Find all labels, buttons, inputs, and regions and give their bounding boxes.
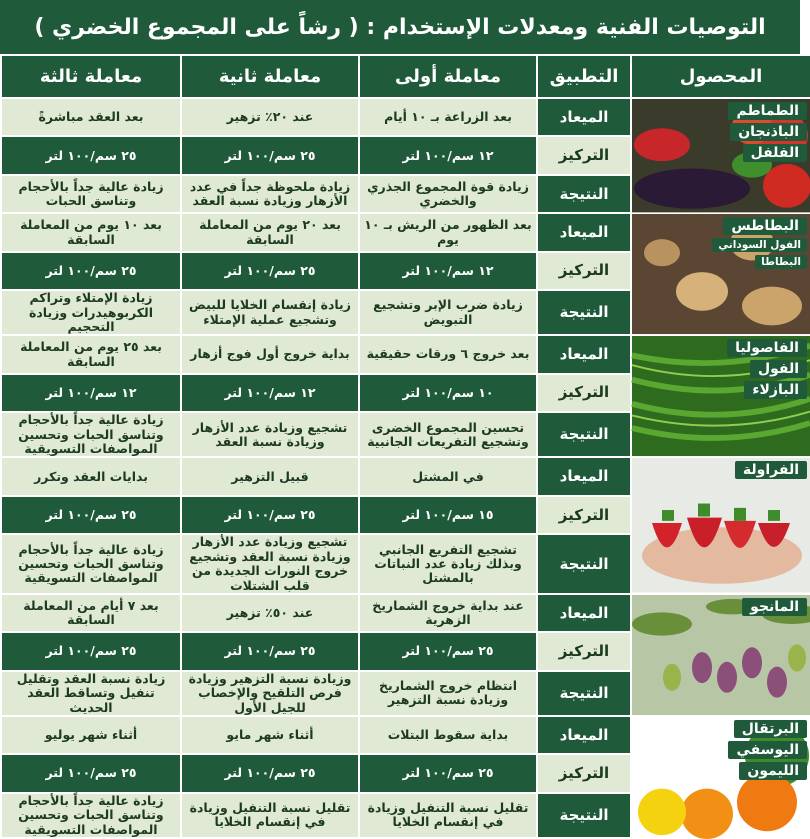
crop-name-tag: الفلفل: [743, 144, 807, 162]
application-label-result: النتيجة: [538, 535, 630, 593]
third-treatment-cell: أثناء شهر يوليو: [2, 717, 180, 753]
second-treatment-cell: ٢٥ سم/١٠٠ لتر: [182, 497, 358, 533]
crop-cell: [632, 336, 810, 456]
third-treatment-cell: زيادة عالية جداً بالأحجام وتناسق الحبات وتحسين المواصفات التسويقية: [2, 794, 180, 837]
third-treatment-cell: زيادة عالية جداً بالأحجام وتناسق الحبات وتحسين المواصفات التسويقية: [2, 413, 180, 456]
header-application: التطبيق: [538, 56, 630, 97]
application-label-concentration: التركيز: [538, 497, 630, 533]
first-treatment-cell: ١٢ سم/١٠٠ لتر: [360, 253, 536, 289]
first-treatment-cell: في المشتل: [360, 458, 536, 494]
crop-name-tag: البرتقال: [734, 720, 807, 738]
third-treatment-cell: بعد ٧ أيام من المعاملة السابقة: [2, 595, 180, 631]
third-treatment-cell: ٢٥ سم/١٠٠ لتر: [2, 633, 180, 669]
second-treatment-cell: تشجيع وزيادة عدد الأزهار وزيادة نسبة العقد وتشجيع خروج النورات الجديدة من قلب الشتلات: [182, 535, 358, 593]
application-label-concentration: التركيز: [538, 755, 630, 791]
first-treatment-cell: بداية سقوط البتلات: [360, 717, 536, 753]
crop-cell: [632, 717, 810, 837]
second-treatment-cell: بداية خروج أول فوج أزهار: [182, 336, 358, 372]
application-label-concentration: التركيز: [538, 633, 630, 669]
third-treatment-cell: ٢٥ سم/١٠٠ لتر: [2, 497, 180, 533]
crop-name-tags: [632, 214, 810, 334]
application-label-result: النتيجة: [538, 794, 630, 837]
application-label-timing: الميعاد: [538, 717, 630, 753]
first-treatment-cell: ١٠ سم/١٠٠ لتر: [360, 375, 536, 411]
third-treatment-cell: زيادة عالية جداً بالأحجام وتناسق الحبات وتحسين المواصفات التسويقية: [2, 535, 180, 593]
header-first-treatment: معاملة أولى: [360, 56, 536, 97]
application-label-timing: الميعاد: [538, 595, 630, 631]
header-second-treatment: معاملة ثانية: [182, 56, 358, 97]
second-treatment-cell: ٢٥ سم/١٠٠ لتر: [182, 755, 358, 791]
third-treatment-cell: زيادة الإمتلاء وتراكم الكربوهيدرات وزيادة التحجيم: [2, 291, 180, 334]
second-treatment-cell: زيادة إنقسام الخلايا للبيض وتشجيع عملية الإمتلاء: [182, 291, 358, 334]
application-label-result: النتيجة: [538, 672, 630, 715]
first-treatment-cell: زيادة ضرب الإبر وتشجيع التبويض: [360, 291, 536, 334]
crop-name-tag: الفراولة: [735, 461, 807, 479]
third-treatment-cell: ١٢ سم/١٠٠ لتر: [2, 375, 180, 411]
second-treatment-cell: وزيادة نسبة التزهير وزيادة فرص التلقيح والإخصاب للجيل الأول: [182, 672, 358, 715]
crop-name-tags: [632, 595, 810, 715]
second-treatment-cell: قبيل التزهير: [182, 458, 358, 494]
second-treatment-cell: تشجيع وزيادة عدد الأزهار وزيادة نسبة العقد: [182, 413, 358, 456]
third-treatment-cell: ٢٥ سم/١٠٠ لتر: [2, 137, 180, 173]
second-treatment-cell: ٢٥ سم/١٠٠ لتر: [182, 633, 358, 669]
third-treatment-cell: بعد ٢٥ يوم من المعاملة السابقة: [2, 336, 180, 372]
crop-name-tag: الطماطم: [728, 102, 807, 120]
second-treatment-cell: ٢٥ سم/١٠٠ لتر: [182, 137, 358, 173]
crop-name-tag: البازلاء: [744, 381, 807, 399]
first-treatment-cell: تقليل نسبة التنفيل وزيادة في إنقسام الخلايا: [360, 794, 536, 837]
first-treatment-cell: عند بداية خروج الشماريخ الزهرية: [360, 595, 536, 631]
third-treatment-cell: بدايات العقد وتكرر: [2, 458, 180, 494]
crop-name-tag: الباذنجان: [730, 123, 807, 141]
crop-name-tag: المانجو: [742, 598, 807, 616]
crop-cell: [632, 458, 810, 592]
crop-name-tag: الليمون: [739, 762, 807, 780]
second-treatment-cell: عند ٢٠٪ تزهير: [182, 99, 358, 135]
second-treatment-cell: تقليل نسبة التنفيل وزيادة في إنقسام الخلايا: [182, 794, 358, 837]
crop-name-tag: الفاصوليا: [727, 339, 807, 357]
first-treatment-cell: ١٥ سم/١٠٠ لتر: [360, 497, 536, 533]
page-title: التوصيات الفنية ومعدلات الإستخدام : ( رشاً على المجموع الخضري ): [34, 14, 766, 40]
header-crop: المحصول: [632, 56, 810, 97]
crop-name-tag: البطاطس: [723, 217, 807, 235]
first-treatment-cell: ١٢ سم/١٠٠ لتر: [360, 137, 536, 173]
application-label-timing: الميعاد: [538, 458, 630, 494]
recommendations-table: [0, 54, 800, 839]
application-label-result: النتيجة: [538, 413, 630, 456]
crop-name-tags: [632, 458, 810, 592]
application-label-timing: الميعاد: [538, 336, 630, 372]
first-treatment-cell: بعد خروج ٦ ورقات حقيقية: [360, 336, 536, 372]
third-treatment-cell: ٢٥ سم/١٠٠ لتر: [2, 253, 180, 289]
third-treatment-cell: زيادة نسبة العقد وتقليل تنفيل وتساقط العقد الحديث: [2, 672, 180, 715]
application-label-timing: الميعاد: [538, 99, 630, 135]
header-third-treatment: معاملة ثالثة: [2, 56, 180, 97]
first-treatment-cell: انتظام خروج الشماريخ وزيادة نسبة التزهير: [360, 672, 536, 715]
first-treatment-cell: تشجيع التفريع الجانبي وبذلك زيادة عدد النباتات بالمشتل: [360, 535, 536, 593]
crop-name-tag: الفول: [750, 360, 807, 378]
second-treatment-cell: زيادة ملحوظة جداً في عدد الأزهار وزيادة نسبة العقد: [182, 176, 358, 212]
application-label-concentration: التركيز: [538, 137, 630, 173]
first-treatment-cell: ٢٥ سم/١٠٠ لتر: [360, 755, 536, 791]
crop-name-tag: البطاطا: [755, 255, 807, 269]
third-treatment-cell: بعد ١٠ يوم من المعاملة السابقة: [2, 214, 180, 250]
first-treatment-cell: ٢٥ سم/١٠٠ لتر: [360, 633, 536, 669]
application-label-result: النتيجة: [538, 291, 630, 334]
second-treatment-cell: ٢٥ سم/١٠٠ لتر: [182, 253, 358, 289]
crop-name-tag: الفول السوداني: [712, 238, 807, 252]
first-treatment-cell: تحسين المجموع الخضرى وتشجيع التفريعات الجانبية: [360, 413, 536, 456]
first-treatment-cell: بعد الزراعة بـ ١٠ أيام: [360, 99, 536, 135]
crop-cell: [632, 595, 810, 715]
first-treatment-cell: زيادة قوة المجموع الجذري والخضري: [360, 176, 536, 212]
application-label-result: النتيجة: [538, 176, 630, 212]
application-label-concentration: التركيز: [538, 375, 630, 411]
application-label-concentration: التركيز: [538, 253, 630, 289]
application-label-timing: الميعاد: [538, 214, 630, 250]
first-treatment-cell: بعد الظهور من الريش بـ ١٠ يوم: [360, 214, 536, 250]
second-treatment-cell: ١٢ سم/١٠٠ لتر: [182, 375, 358, 411]
crop-name-tags: [632, 336, 810, 456]
third-treatment-cell: زيادة عالية جداً بالأحجام وتناسق الحبات: [2, 176, 180, 212]
second-treatment-cell: أثناء شهر مايو: [182, 717, 358, 753]
third-treatment-cell: ٢٥ سم/١٠٠ لتر: [2, 755, 180, 791]
crop-name-tags: [632, 717, 810, 837]
second-treatment-cell: عند ٥٠٪ تزهير: [182, 595, 358, 631]
crop-cell: [632, 214, 810, 334]
crop-name-tag: اليوسفي: [728, 741, 807, 759]
title-bar: [0, 0, 800, 54]
crop-cell: [632, 99, 810, 212]
crop-name-tags: [632, 99, 810, 212]
second-treatment-cell: بعد ٢٠ يوم من المعاملة السابقة: [182, 214, 358, 250]
third-treatment-cell: بعد العقد مباشرةً: [2, 99, 180, 135]
